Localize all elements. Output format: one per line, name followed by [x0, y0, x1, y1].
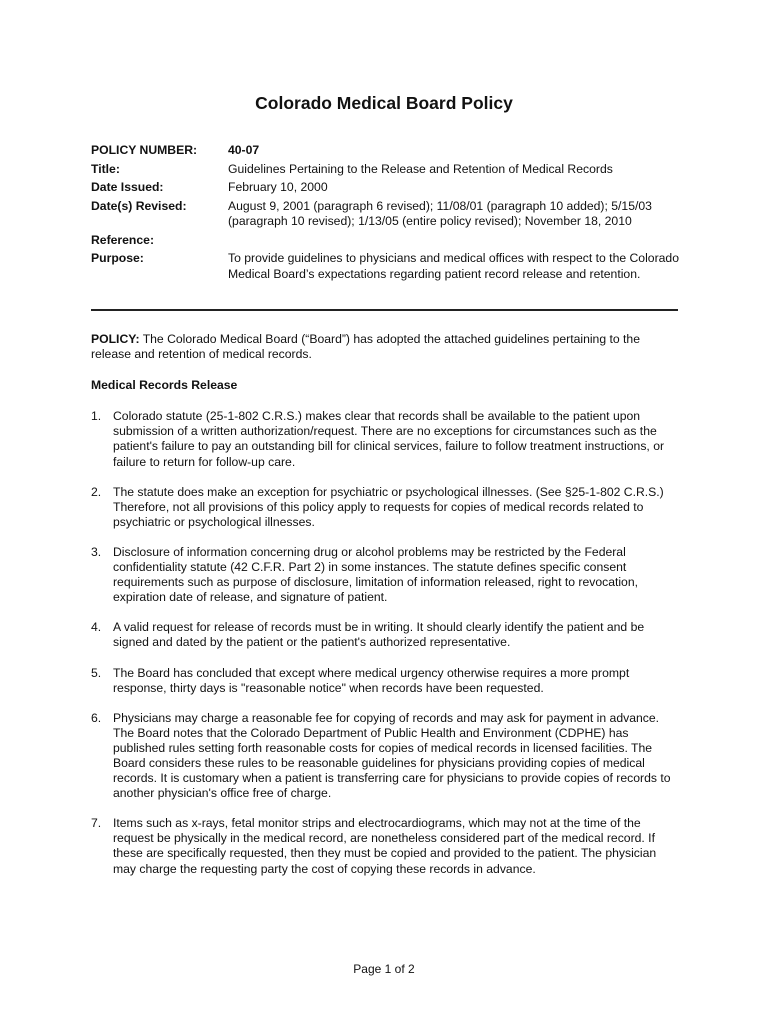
list-item-number: 7. [91, 816, 102, 831]
list-item [91, 816, 681, 876]
header-divider [91, 309, 678, 311]
list-item-text: Disclosure of information concerning drug or alcohol problems may be restricted by the Federal confidentiality statute (42 C.F.R. Part 2) in some instances. The statute defines specific consent requirements such as purpose of disclosure, limitation of information released, right to revocation, expiration date of release, and signature of patient. [113, 544, 639, 605]
list-item-number: 5. [91, 665, 102, 680]
list-item-number: 2. [91, 484, 102, 499]
page-number: Page 1 of 2 [353, 962, 415, 976]
list-item-number: 3. [91, 544, 102, 559]
list-item-number: 1. [91, 409, 102, 424]
title-value: Guidelines Pertaining to the Release and Retention of Medical Records [228, 161, 613, 176]
list-item-text: A valid request for release of records must be in writing. It should clearly identify the patient and be signed and dated by the patient or the patient's authorized representative. [113, 620, 645, 650]
purpose-label: Purpose: [91, 251, 144, 265]
purpose-value: To provide guidelines to physicians and medical offices with respect to the Colorado Medical Board’s expectations regarding patient record release and retention. [228, 251, 679, 281]
list-item-text: Colorado statute (25-1-802 C.R.S.) makes clear that records shall be available to the patient upon submission of a written authorization/request. There are no exceptions for circumstances such as the patient's failure to pay an outstanding bill for clinical services, failure to follow treatment instructions, or failure to return for follow-up care. [113, 409, 665, 469]
policy-number-value: 40-07 [228, 143, 260, 157]
list-item [91, 485, 681, 530]
list-item [91, 409, 681, 469]
list-item-text: Physicians may charge a reasonable fee for copying of records and may ask for payment in advance. The Board notes that the Colorado Department of Public Health and Environment (CDPHE) has published rules setting forth reasonable costs for copies of medical records in licensed facilities. The Board considers these rules to be reasonable guidelines for physicians providing copies of medical records. It is customary when a patient is transferring care for physicians to provide copies of records to another physician's office free of charge. [113, 710, 671, 801]
policy-number-label: POLICY NUMBER: [91, 143, 198, 157]
policy-body [91, 332, 681, 892]
title-row [91, 162, 681, 178]
section-heading: Medical Records Release [91, 378, 238, 393]
list-item [91, 620, 681, 650]
list-item [91, 545, 681, 605]
list-item-number: 4. [91, 620, 102, 635]
policy-number-row [91, 143, 681, 159]
list-item-text: The statute does make an exception for psychiatric or psychological illnesses. (See §25-1-802 C.R.S.) Therefore, not all provisions of this policy apply to requests for copies of medical records related to psychiatric or psychological illnesses. [113, 484, 664, 529]
date-issued-label: Date Issued: [91, 180, 164, 194]
policy-text: The Colorado Medical Board (“Board”) has adopted the attached guidelines pertaining to the release and retention of medical records. [91, 332, 640, 362]
dates-revised-row [91, 199, 681, 230]
title-label: Title: [91, 161, 120, 176]
dates-revised-label: Date(s) Revised: [91, 198, 187, 213]
list-item-text: The Board has concluded that except where medical urgency otherwise requires a more prompt response, thirty days is "reasonable notice" when records have been requested. [113, 665, 630, 695]
list-item-number: 6. [91, 710, 102, 725]
policy-statement [91, 332, 681, 362]
purpose-row [91, 251, 681, 282]
policy-header [91, 143, 681, 285]
list-item [91, 711, 681, 802]
reference-label: Reference: [91, 232, 154, 247]
dates-revised-value: August 9, 2001 (paragraph 6 revised); 11/08/01 (paragraph 10 added); 5/15/03 (paragraph 10 revised); 1/13/05 (entire policy revised); November 18, 2010 [228, 198, 652, 228]
list-item [91, 666, 681, 696]
reference-row [91, 233, 681, 249]
page-title: Colorado Medical Board Policy [255, 93, 513, 113]
policy-label: POLICY: [91, 332, 140, 346]
date-issued-value: February 10, 2000 [228, 180, 328, 194]
date-issued-row [91, 180, 681, 196]
reference-value [228, 233, 681, 249]
list-item-text: Items such as x-rays, fetal monitor strips and electrocardiograms, which may not at the time of the request be physically in the medical record, are nonetheless considered part of the medical record. If these are specifically requested, then they must be copied and provided to the patient. The physician may charge the requesting party the cost of copying these records in advance. [113, 816, 657, 876]
